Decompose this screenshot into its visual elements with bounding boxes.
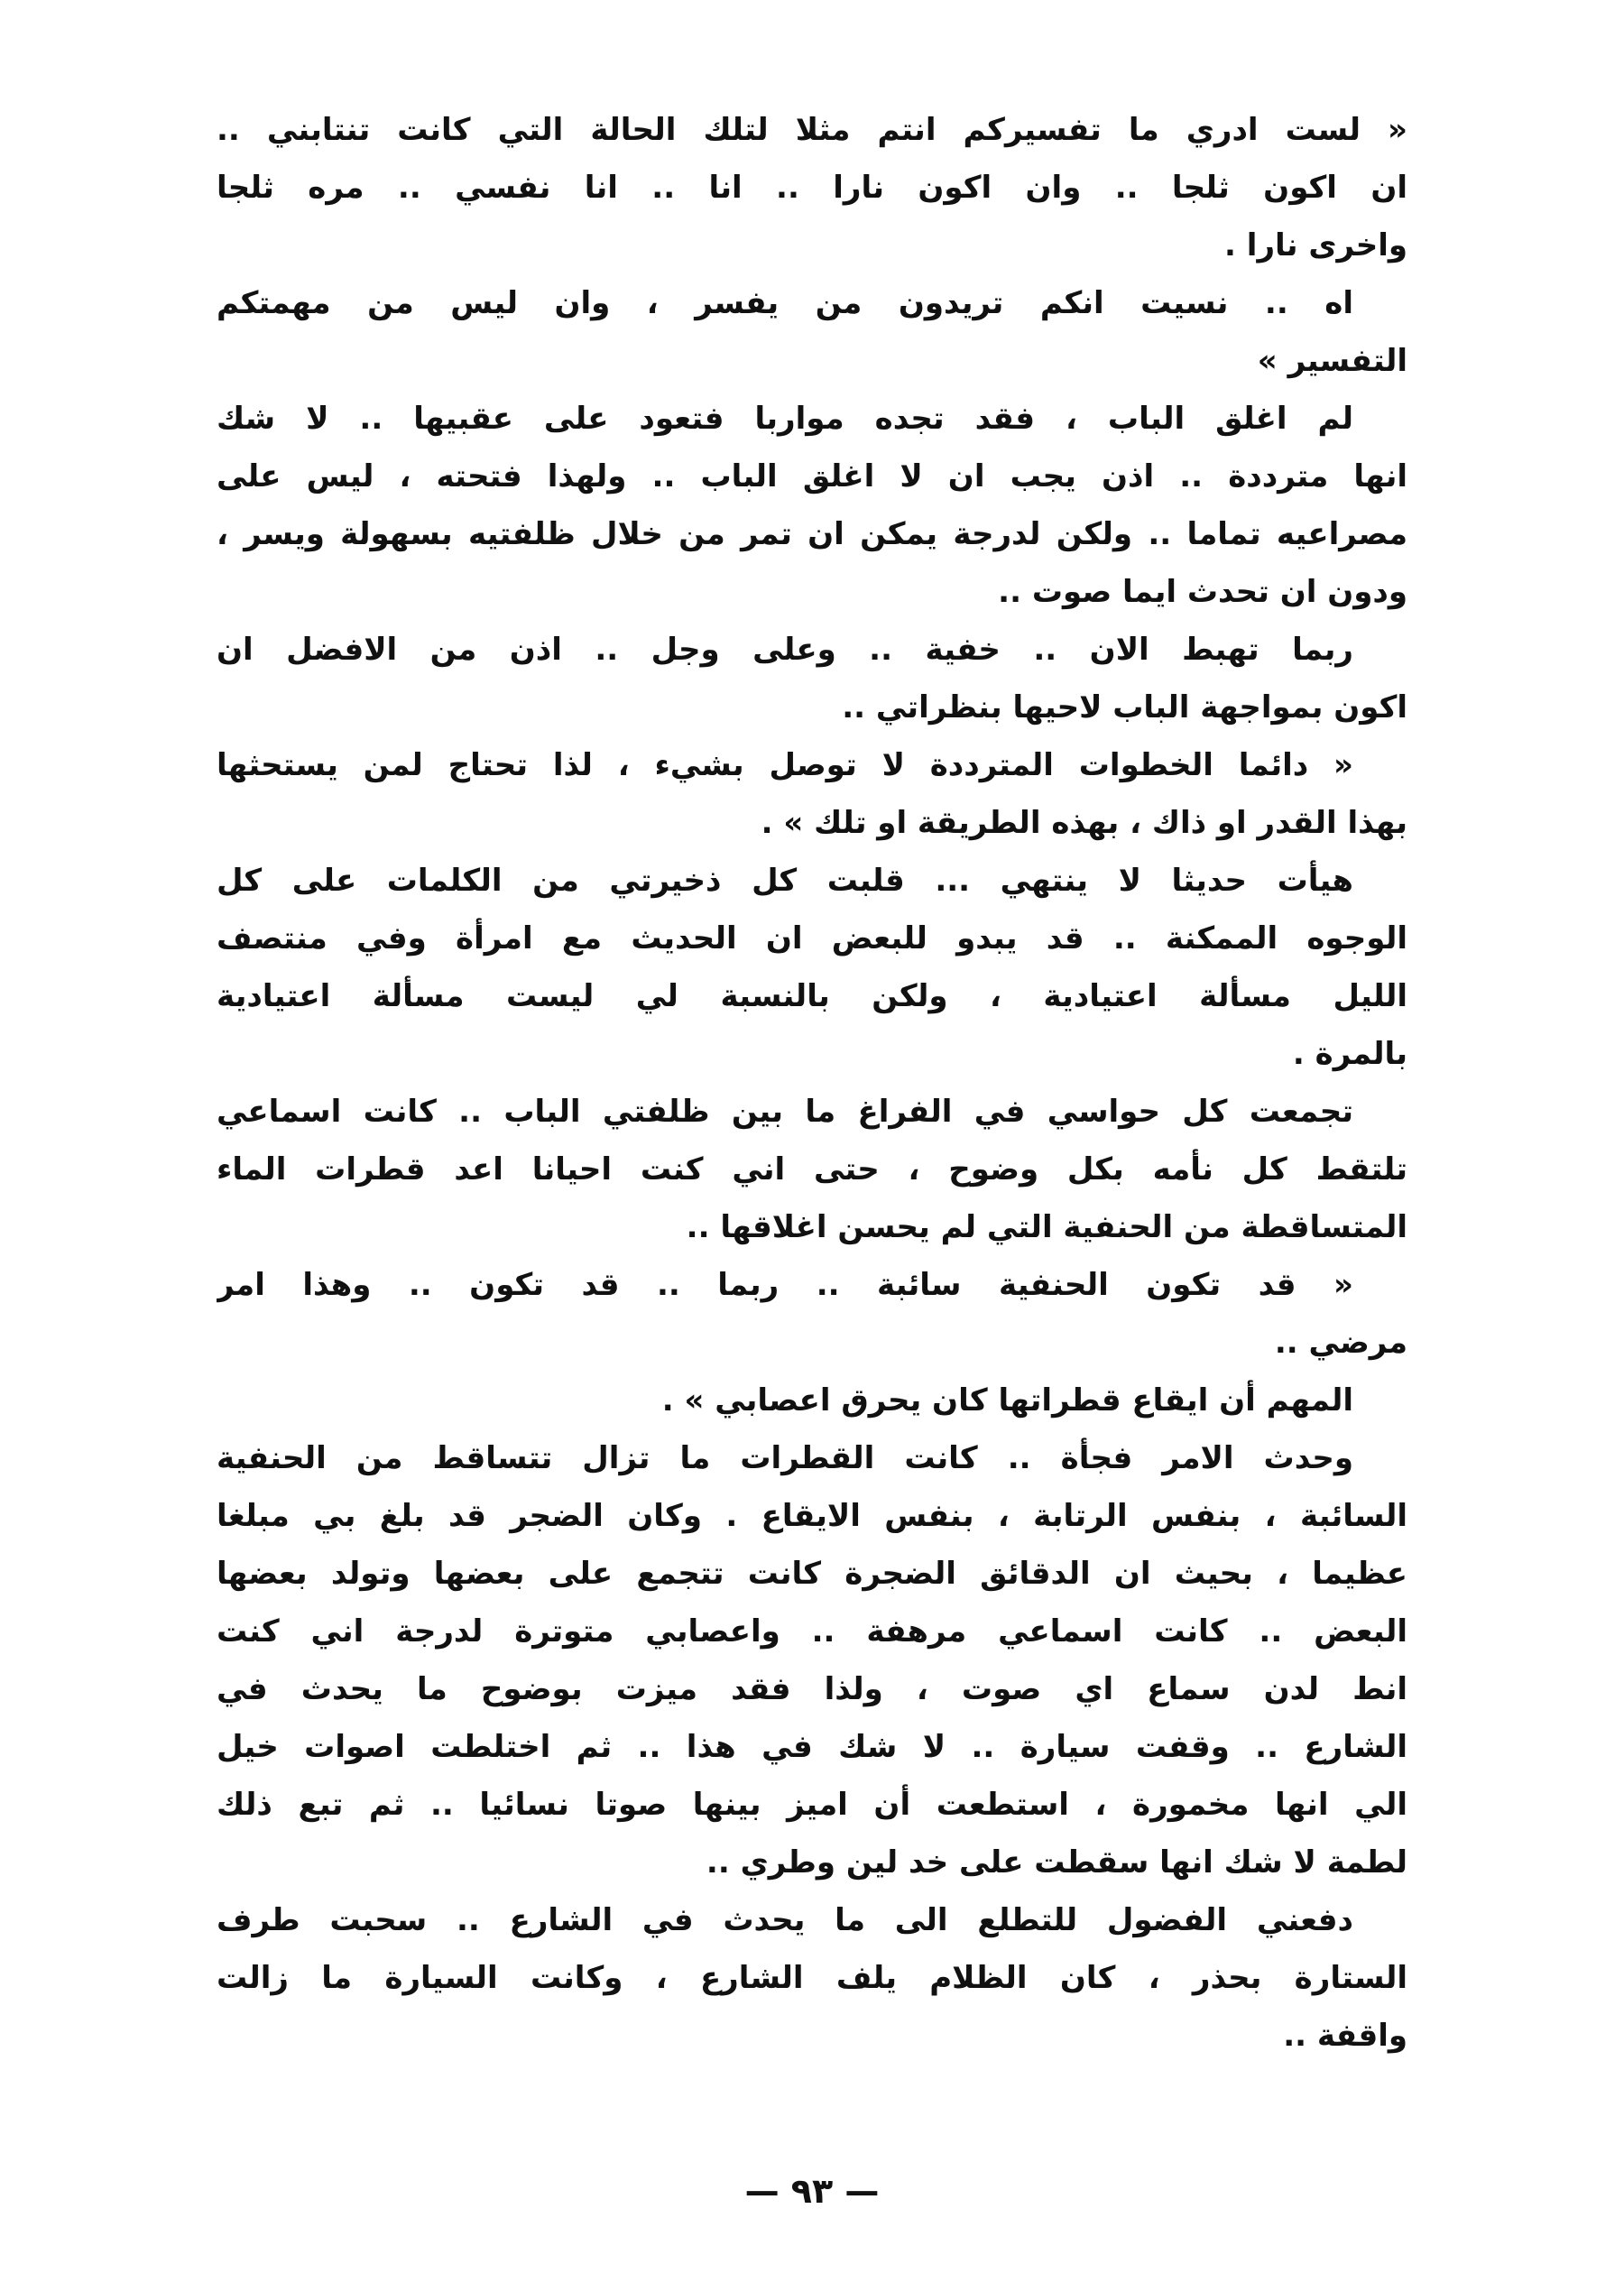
text-line: بالمرة . [1292,1036,1407,1072]
text-line: السائبة ، بنفس الرتابة ، بنفس الايقاع . وكان الضجر قد بلغ بي مبلغا [217,1498,1407,1534]
text-line: مرضي .. [1274,1325,1407,1361]
text-line: مصراعيه تماما .. ولكن لدرجة يمكن ان تمر من خلال ظلفتيه بسهولة ويسر ، [217,516,1407,552]
page-number: — ٩٣ — [744,2171,880,2211]
text-line: بهذا القدر او ذاك ، بهذه الطريقة او تلك » . [761,805,1407,841]
text-line: عظيما ، بحيث ان الدقائق الضجرة كانت تتجمع على بعضها وتولد بعضها [217,1556,1407,1592]
text-line: واخرى نارا . [1224,227,1407,263]
text-line: « دائما الخطوات المترددة لا توصل بشيء ، لذا تحتاج لمن يستحثها [217,747,1353,783]
text-line: البعض .. كانت اسماعي مرهفة .. واعصابي متوترة لدرجة اني كنت [217,1613,1407,1650]
text-line: الشارع .. وقفت سيارة .. لا شك في هذا .. ثم اختلطت اصوات خيل [217,1729,1407,1765]
text-line: هيأت حديثا لا ينتهي ... قلبت كل ذخيرتي من الكلمات على كل [217,863,1353,899]
text-line: تلتقط كل نأمه بكل وضوح ، حتى اني كنت احيانا اعد قطرات الماء [217,1151,1407,1188]
text-line: انها مترددة .. اذن يجب ان لا اغلق الباب .. ولهذا فتحته ، ليس على [217,458,1407,494]
text-line: ربما تهبط الان .. خفية .. وعلى وجل .. اذن من الافضل ان [217,632,1353,668]
page-body-text [217,101,1407,2065]
text-line: دفعني الفضول للتطلع الى ما يحدث في الشارع .. سحبت طرف [217,1902,1353,1938]
text-line: ان اكون ثلجا .. وان اكون نارا .. انا .. انا نفسي .. مره ثلجا [217,170,1407,206]
text-line: المتساقطة من الحنفية التي لم يحسن اغلاقها .. [686,1209,1407,1245]
text-line: الي انها مخمورة ، استطعت أن اميز بينها صوتا نسائيا .. ثم تبع ذلك [217,1787,1407,1823]
text-line: انط لدن سماع اي صوت ، ولذا فقد ميزت بوضوح ما يحدث في [217,1671,1407,1707]
text-line: تجمعت كل حواسي في الفراغ ما بين ظلفتي الباب .. كانت اسماعي [217,1094,1353,1130]
text-line: واقفة .. [1283,2018,1407,2054]
text-line: ودون ان تحدث ايما صوت .. [998,574,1407,610]
text-line: الليل مسألة اعتيادية ، ولكن بالنسبة لي ليست مسألة اعتيادية [217,978,1407,1014]
text-line: الوجوه الممكنة .. قد يبدو للبعض ان الحديث مع امرأة وفي منتصف [217,920,1407,957]
text-line: اه .. نسيت انكم تريدون من يفسر ، وان ليس من مهمتكم [217,285,1353,321]
text-line: التفسير » [1257,343,1407,379]
text-line: لطمة لا شك انها سقطت على خد لين وطري .. [706,1844,1407,1881]
text-line: وحدث الامر فجأة .. كانت القطرات ما تزال تتساقط من الحنفية [217,1440,1353,1476]
text-line: الستارة بحذر ، كان الظلام يلف الشارع ، وكانت السيارة ما زالت [217,1960,1407,1996]
text-line: اكون بمواجهة الباب لاحيها بنظراتي .. [842,689,1407,725]
text-line: لم اغلق الباب ، فقد تجده مواربا فتعود على عقبيها .. لا شك [217,401,1353,437]
text-line: « قد تكون الحنفية سائبة .. ربما .. قد تكون .. وهذا امر [217,1267,1353,1303]
text-line: المهم أن ايقاع قطراتها كان يحرق اعصابي » . [661,1382,1353,1419]
text-line: « لست ادري ما تفسيركم انتم مثلا لتلك الحالة التي كانت تنتابني .. [217,112,1407,148]
